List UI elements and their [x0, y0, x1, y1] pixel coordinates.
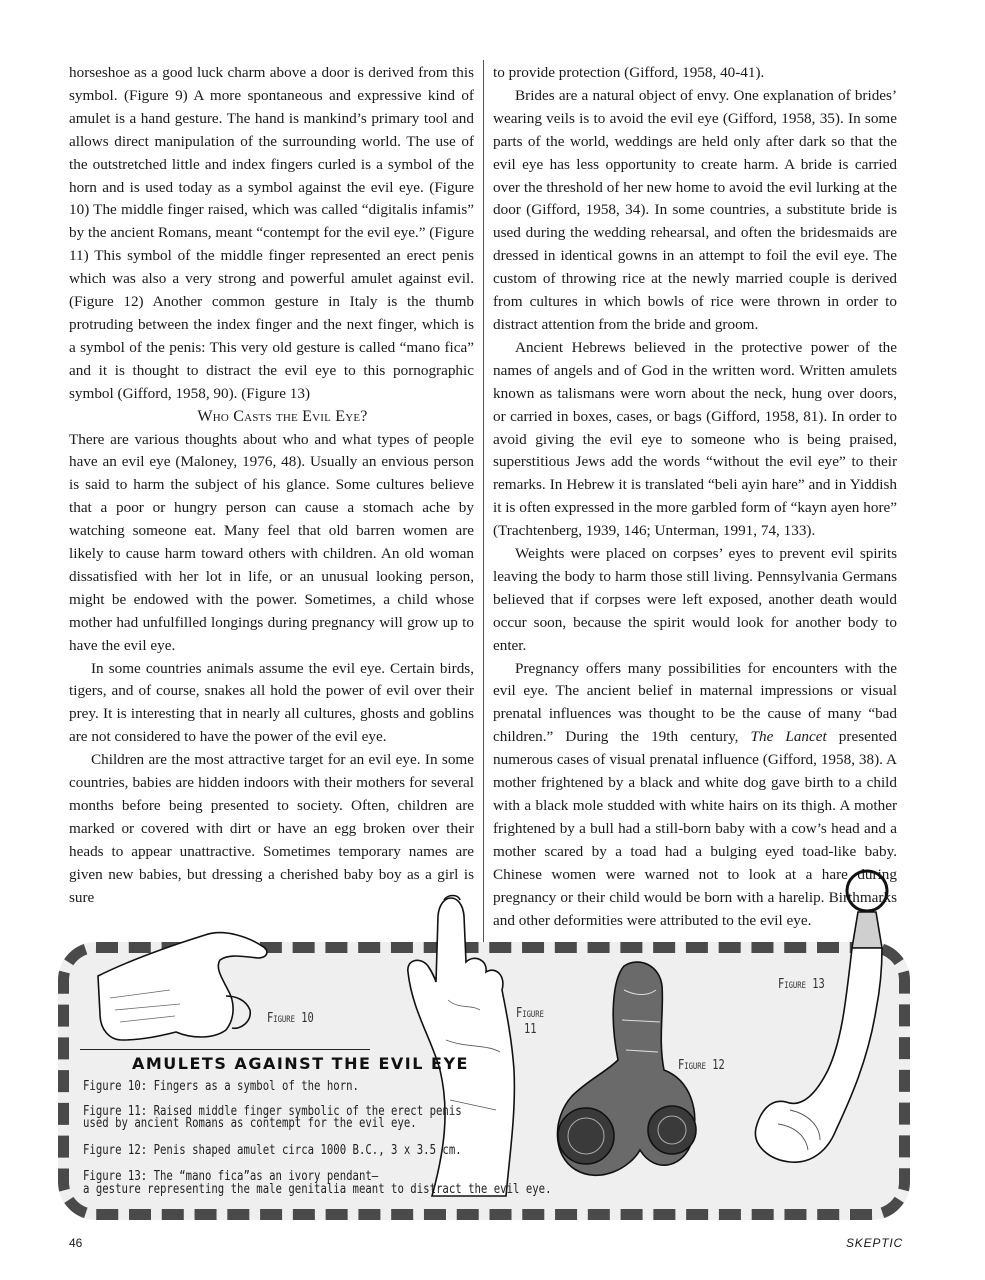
- caption-title-rule: [80, 1049, 370, 1050]
- caption-figure-11-line-1: Figure 11: Raised middle finger symbolic of the erect penis: [83, 1104, 462, 1119]
- left-paragraph-3: In some countries animals assume the evil eye. Certain birds, tigers, and of course, snakes all hold the power of evil over their prey. It is interesting that in nearly all cultures, ghosts and goblins are not considered to have the power of the evil eye.: [69, 659, 474, 746]
- caption-figure-11-line-2: used by ancient Romans as contempt for the evil eye.: [83, 1116, 417, 1131]
- publication-name: SKEPTIC: [846, 1236, 903, 1250]
- right-paragraph-4: Weights were placed on corpses’ eyes to prevent evil spirits leaving the body to harm those still living. Pennsylvania Germans believed that if corpses were left exposed, another death would occur soon, because the spirit would look for another body to enter.: [493, 545, 897, 654]
- pendant-illustration: [755, 871, 887, 1162]
- horn-hand-illustration: [98, 933, 267, 1040]
- figure-box-title: [132, 1054, 469, 1073]
- caption-figure-13-line-2: a gesture representing the male genitalia meant to distract the evil eye.: [83, 1182, 552, 1197]
- caption-figure-13-line-1: Figure 13: The “mano fica”as an ivory pendant—: [83, 1169, 379, 1184]
- figure-box-title-text: AMULETS AGAINST THE EVIL EYE: [132, 1054, 469, 1073]
- figure-13-label: Figure 13: [778, 977, 825, 992]
- p5-text-after: presented numerous cases of visual prenatal influence (Gifford, 1958, 38). A mother frightened by a black and white dog gave birth to a child with a black mole studded with white hairs on its thigh. A mother frightened by a bull had a still-born baby with a cow’s head and a mother scared by a toad had a bulging eyed toad-like baby. Chinese women were warned not to look at a hare during pregnancy or their child would be born with a harelip. Birthmarks and other deformities were attributed to the evil eye.: [493, 728, 897, 929]
- section-heading: Who Casts the Evil Eye?: [197, 407, 368, 425]
- right-paragraph-1: to provide protection (Gifford, 1958, 40-41).: [493, 64, 765, 81]
- figure-11-label: Figure: [516, 1006, 544, 1021]
- p5-text-before: Pregnancy offers many possibilities for encounters with the evil eye. The ancient belief in maternal impressions or visual prenatal influences was thought to be the cause of many “bad children.” During the 19th century,: [493, 659, 897, 746]
- right-paragraph-3: Ancient Hebrews believed in the protective power of the names of angels and of God in the written word. Written amulets known as talismans were worn about the neck, hung over doors, or carried in boxes, cases, or bags (Gifford, 1958, 81). In order to avoid giving the evil eye to someone who is being praised, superstitious Jews add the words “without the evil eye” to their remarks. In Hebrew it is translated “beli ayin hare” and in Yiddish it is often expressed in the more garbled form of “kayn ayen hore” (Trachtenberg, 1939, 146; Unterman, 1991, 74, 133).: [493, 338, 897, 540]
- caption-figure-12: Figure 12: Penis shaped amulet circa 1000 B.C., 3 x 3.5 cm.: [83, 1143, 462, 1158]
- amulet-illustration: [557, 962, 696, 1175]
- figure-11-number: 11: [524, 1022, 537, 1037]
- caption-figure-10: Figure 10: Fingers as a symbol of the horn.: [83, 1079, 359, 1094]
- left-paragraph-4: Children are the most attractive target for an evil eye. In some countries, babies are hidden indoors with their mothers for several months before being presented to society. Often, children are marked or covered with dirt or have an egg broken over their heads to appear unattractive. Sometimes temporary names are given new babies, but dressing a cherished baby boy as a girl is sure: [69, 751, 474, 906]
- left-paragraph-2: There are various thoughts about who and what types of people have an evil eye (Maloney, 1976, 48). Usually an envious person is said to harm the subject of his glance. Some cultures believe that a poor or hungry person can cause a stomach ache by watching someone eat. Many feel that old barren women are likely to cause harm toward others with children. An old woman dissatisfied with her lot in life, or an unusual looking person, might be endowed with the power. Sometimes, a child whose mother had unfulfilled longings during pregnancy will grow up to have the evil eye.: [69, 430, 474, 654]
- right-paragraph-2: Brides are a natural object of envy. One explanation of brides’ wearing veils is to avoid the evil eye (Gifford, 1958, 35). In some parts of the world, weddings are held only after dark so that the evil eye has less opportunity to create harm. A bride is carried over the threshold of her new home to avoid the evil lurking at the door (Gifford, 1958, 34). In some countries, a substitute bride is used during the wedding rehearsal, and often the bridesmaids are dressed in identical gowns in an attempt to foil the evil eye. The custom of throwing rice at the newly married couple is derived from cultures in which bowls of rice were thrown in order to distract attention from the bride and groom.: [493, 86, 897, 333]
- left-paragraph-1: horseshoe as a good luck charm above a door is derived from this symbol. (Figure 9) A more spontaneous and expressive kind of amulet is a hand gesture. The hand is mankind’s primary tool and allows direct manipulation of the surrounding world. The use of the outstretched little and index fingers curled is a symbol of the horn and is used today as a symbol against the evil eye. (Figure 10) The middle finger raised, which was called “digitalis infamis” by the ancient Romans, meant “contempt for the evil eye.” (Figure 11) This symbol of the middle finger represented an erect penis which was also a very strong and powerful amulet against evil. (Figure 12) Another common gesture in Italy is the thumb protruding between the index finger and the next finger, which is a symbol of the penis: This very old gesture is called “mano fica” and it is thought to distract the evil eye to this pornographic symbol (Gifford, 1958, 90). (Figure 13): [69, 64, 474, 402]
- figure-10-label: Figure 10: [267, 1011, 314, 1026]
- figure-12-label: Figure 12: [678, 1058, 725, 1073]
- page-number: 46: [69, 1236, 83, 1250]
- journal-title: The Lancet: [750, 728, 827, 746]
